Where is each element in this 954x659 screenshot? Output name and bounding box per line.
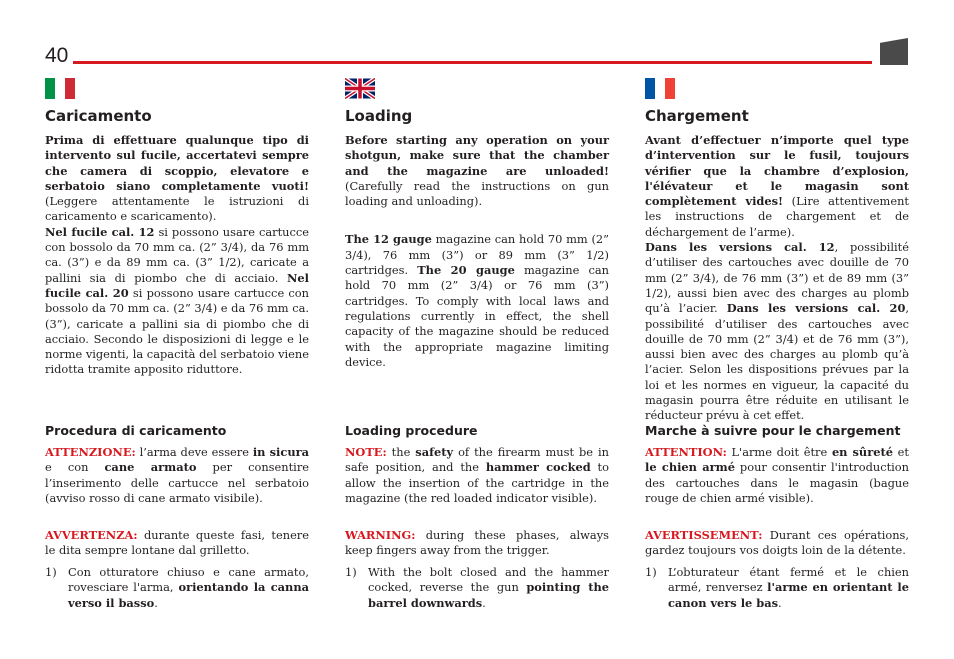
page-number: 40 xyxy=(45,44,69,67)
step-1: 1) Con otturatore chiuso e cane armato, rovesciare l'arma, orientando la canna verso il basso. xyxy=(45,565,309,610)
section-title: Chargement xyxy=(645,107,749,125)
step-1: 1) With the bolt closed and the hammer cocked, reverse the gun pointing the barrel downwards. xyxy=(345,565,610,610)
procedure-title: Procedura di caricamento xyxy=(45,423,227,438)
procedure-title: Loading procedure xyxy=(345,423,478,438)
warning-text: AVERTISSEMENT: Durant ces opérations, gardez toujours vos doigts loin de la détente. xyxy=(645,528,909,558)
italian-column xyxy=(45,78,310,610)
intro-text: Before starting any operation on your shotgun, make sure that the chamber and the magazine are unloaded! (Carefully read the instructions on gun loading and unloading). The 12 gauge magazine can hold 70 mm (2” 3/4), 76 mm (3”) or 89 mm (3” 1/2) cartridges. The 20 gauge magazine can hold 70 mm (2” 3/4) or 76 mm (3”) cartridges. To comply with local laws and regulations currently in effect, the shell capacity of the magazine should be reduced with the appropriate magazine limiting device. xyxy=(345,133,609,369)
section-title: Caricamento xyxy=(45,107,152,125)
english-column xyxy=(345,78,610,610)
french-column xyxy=(645,78,910,610)
step-1: 1) L’obturateur étant fermé et le chien armé, renversez l'arme en orientant le canon vers le bas. xyxy=(645,565,909,610)
header-red-rule xyxy=(73,61,872,64)
warning-text: AVVERTENZA: durante queste fasi, tenere le dita sempre lontane dal grilletto. xyxy=(45,528,309,558)
note-text: ATTENZIONE: l’arma deve essere in sicura e con cane armato per consentire l’inserimento delle cartucce nel serbatoio (avviso rosso di cane armato visibile). xyxy=(45,445,310,505)
section-title: Loading xyxy=(345,107,413,125)
french-flag-icon xyxy=(645,78,675,99)
note-text: ATTENTION: L'arme doit être en sûreté et le chien armé pour consentir l'introduction des cartouches dans le magasin (bague rouge de chien armé visible). xyxy=(645,445,909,505)
corner-tab xyxy=(880,38,908,65)
procedure-title: Marche à suivre pour le chargement xyxy=(645,423,901,438)
warning-text: WARNING: during these phases, always keep fingers away from the trigger. xyxy=(345,528,609,558)
note-text: NOTE: the safety of the firearm must be in safe position, and the hammer cocked to allow the insertion of the cartridge in the magazine (the red loaded indicator visible). xyxy=(345,445,609,505)
intro-text: Avant d’effectuer n’importe quel type d’intervention sur le fusil, toujours vérifier que la chambre d’explosion, l'élévateur et le magasin sont complètement vides! (Lire attentivement les instructions de chargement et de déchargement de l’arme). Dans les versions cal. 12, possibilité d’utiliser des cartouches avec douille de 70 mm (2” 3/4), de 76 mm (3”) et de 89 mm (3” 1/2), aussi bien avec des charges au plomb qu’à l’acier. Dans les versions cal. 20, possibilité d’utiliser des cartouches avec douille de 70 mm (2” 3/4) et de 76 mm (3”), aussi bien avec des charges au plomb qu’à l’acier. Selon les dispositions prévues par la loi et les normes en vigueur, la capacité du magasin pourra être réduite en utilisant le réducteur prévu à cet effet. xyxy=(645,133,910,423)
italian-flag-icon xyxy=(45,78,75,99)
intro-text: Prima di effettuare qualunque tipo di intervento sul fucile, accertatevi sempre che camera di scoppio, elevatore e serbatoio siano completamente vuoti! (Leggere attentamente le istruzioni di caricamento e scaricamento). Nel fucile cal. 12 si possono usare cartucce con bossolo da 70 mm ca. (2” 3/4), da 76 mm ca. (3”) e da 89 mm ca. (3” 1/2), caricate a pallini sia di piombo che di acciaio. Nel fucile cal. 20 si possono usare cartucce con bossolo da 70 mm ca. (2” 3/4) e da 76 mm ca. (3”), caricate a pallini sia di piombo che di acciaio. Secondo le disposizioni di legge e le norme vigenti, la capacità del serbatoio viene ridotta tramite apposito riduttore. xyxy=(45,133,309,377)
uk-flag-icon xyxy=(345,78,375,99)
